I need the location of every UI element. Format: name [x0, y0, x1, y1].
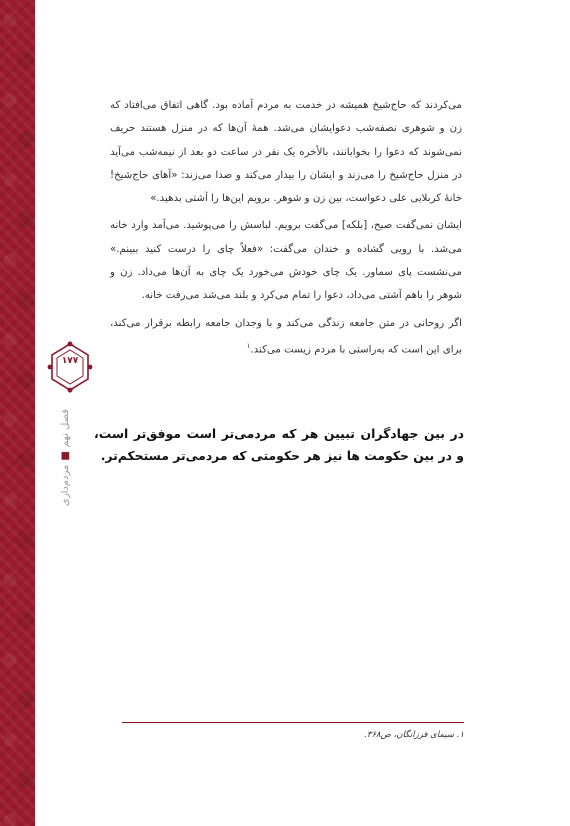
conclusion-paragraph: در بین جهادگران تبیین هر که مردمی‌تر است موفق‌تر است، و در بین حکومت ها نیز هر حکومتی که مردمی‌تر مستحکم‌تر.: [94, 426, 464, 463]
page-number-ornament-icon: [46, 341, 94, 393]
footnote-reference[interactable]: ۱: [246, 341, 251, 350]
page-number: ۱۷۷: [61, 356, 79, 366]
quote-paragraph-2: ایشان نمی‌گفت صبح، [بلکه] می‌گفت برویم. لباسش را می‌پوشید. می‌آمد وارد خانه می‌شد. با رویی گشاده و خندان می‌گفت: «فعلاً چای را درست کنید ببینم.» می‌نشست پای سماور. یک چای خودش می‌خورد یک چای به آن‌ها می‌داد. زن و شوهر را باهم آشتی می‌داد، دعوا را تمام می‌کرد و بلند می‌شد می‌رفت خانه.: [110, 220, 462, 302]
quote-paragraph-3: [110, 312, 462, 362]
running-head-title: مردم‌داری: [60, 464, 72, 506]
running-head: [54, 402, 78, 512]
quoted-passage: [110, 94, 462, 362]
quote-paragraph-1: می‌کردند که حاج‌شیخ همیشه در خدمت به مردم آماده بود. گاهی اتفاق می‌افتاد که زن و شوهری نصفه‌شب دعوایشان می‌شد. همهٔ آن‌ها که در منزل هستند حریف نمی‌شوند که دعوا را بخوابانند، بالأخره یک نفر در ساعت دو بعد از نیمه‌شب می‌آید در منزل حاج‌شیخ را می‌زند و ایشان را بیدار می‌کند و صدا می‌زند: «آهای حاج‌شیخ! خانهٔ کربلایی علی دعواست، بین زن و شوهر. برویم این‌ها را آشتی بدهید.»: [110, 100, 462, 205]
decorative-side-band: [0, 0, 35, 826]
running-head-separator: ■: [60, 450, 72, 461]
quote-paragraph-3-text: اگر روحانی در متن جامعه زندگی می‌کند و با وجدان جامعه رابطه برقرار می‌کند، برای این است که به‌راستی با مردم زیست می‌کند.: [110, 317, 462, 356]
running-head-chapter: فصل نهم: [60, 408, 72, 447]
footnote-divider: [122, 722, 464, 723]
footnote: ۱. سیمای فرزانگان، ص۳۶۸.: [364, 730, 464, 740]
